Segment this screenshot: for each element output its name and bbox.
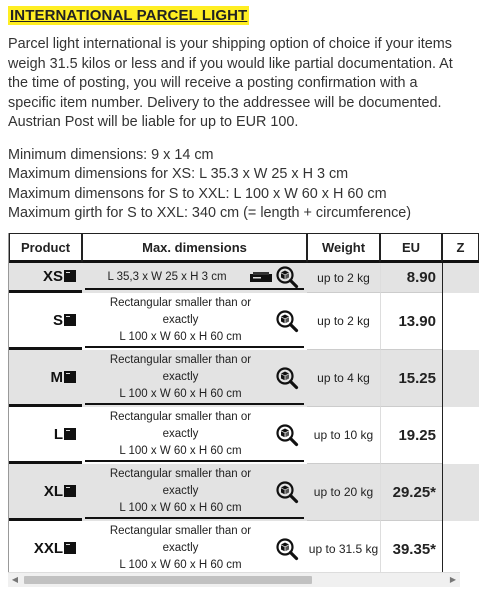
dimensions-text [85,523,276,574]
dimensions-line: exactly [162,314,199,326]
dimensions-text [85,269,249,286]
product-cell [9,263,82,293]
dimensions-line: Rectangular smaller than or [109,411,252,423]
box-icon [64,270,76,282]
magnify-package-icon[interactable] [276,481,298,503]
price-table [9,233,479,578]
dimension-max-s-xxl: Maximum dimensons for S to XXL: L 100 x W 60 x H 60 cm [8,185,387,202]
product-size-label: XS [42,268,63,285]
dimensions-box [85,295,304,348]
box-icon [64,371,76,383]
extra-column-cell [442,293,479,350]
box-icon [64,542,76,554]
table-row [9,407,479,464]
extra-column-cell [442,350,479,407]
dimensions-line: Rectangular smaller than or [109,468,252,480]
dimensions-line: exactly [162,542,199,554]
magnify-package-icon[interactable] [276,266,298,288]
product-size-label: XXL [33,539,63,557]
weight-cell: up to 31.5 kg [307,521,380,578]
header-extra: Z [442,233,479,263]
table-row [9,350,479,407]
magnify-package-icon[interactable] [276,424,298,446]
product-cell [9,407,82,464]
scrollbar-thumb[interactable] [24,576,312,584]
dimension-list [8,146,460,224]
product-cell [9,293,82,350]
magnify-package-icon[interactable] [276,538,298,560]
box-icon [64,428,76,440]
table-header-row [9,233,479,263]
price-table-container [8,233,465,578]
dimensions-line: L 100 x W 60 x H 60 cm [119,331,242,343]
price-cell: 29.25* [380,464,442,521]
dimensions-line: exactly [162,371,199,383]
dimensions-cell [82,263,307,293]
extra-column-cell [442,521,479,578]
dimensions-cell [82,521,307,578]
intro-section [8,35,460,224]
product-cell [9,464,82,521]
product-size-label: S [52,311,63,329]
weight-cell: up to 2 kg [307,263,380,293]
box-icon [64,314,76,326]
header-product: Product [9,233,82,263]
table-row [9,464,479,521]
weight-cell: up to 10 kg [307,407,380,464]
dimensions-box [85,352,304,405]
dimensions-box [85,409,304,462]
dimensions-text [85,466,276,517]
dimensions-cell [82,293,307,350]
dimensions-text [85,409,276,460]
dimensions-text [85,295,276,346]
product-cell [9,521,82,578]
product-cell [9,350,82,407]
dimension-max-xs: Maximum dimensions for XS: L 35.3 x W 25 x H 3 cm [8,166,349,182]
dimensions-box [85,266,304,290]
dimensions-box [85,466,304,519]
product-size-label: L [53,425,63,443]
header-dimensions: Max. dimensions [82,233,307,263]
table-row [9,293,479,350]
table-row [9,521,479,578]
product-size-label: XL [43,482,63,500]
extra-column-cell [442,407,479,464]
dimension-min: Minimum dimensions: 9 x 14 cm [8,146,214,163]
dimensions-line: L 100 x W 60 x H 60 cm [119,502,242,514]
dimensions-line: L 100 x W 60 x H 60 cm [119,388,242,400]
dimensions-cell [82,407,307,464]
header-eu: EU [380,233,442,263]
dimensions-text [85,352,276,403]
weight-cell: up to 2 kg [307,293,380,350]
dimensions-line: L 100 x W 60 x H 60 cm [119,445,242,457]
horizontal-scrollbar[interactable] [8,572,460,587]
table-row [9,263,479,293]
dimensions-line: exactly [162,428,199,440]
price-cell: 19.25 [380,407,442,464]
dimensions-cell [82,350,307,407]
dimensions-box [85,523,304,576]
box-icon [64,485,76,497]
dimensions-cell [82,464,307,521]
dimensions-line: L 100 x W 60 x H 60 cm [119,559,242,571]
extra-column-cell [442,263,479,293]
magnify-package-icon[interactable] [276,367,298,389]
dimensions-line: Rectangular smaller than or [109,297,252,309]
page-title: INTERNATIONAL PARCEL LIGHT [10,7,248,24]
dimensions-line: Rectangular smaller than or [109,354,252,366]
scroll-left-arrow-icon[interactable]: ◀ [11,575,19,584]
dimensions-line: L 35,3 x W 25 x H 3 cm [107,270,227,283]
dimension-girth: Maximum girth for S to XXL: 340 cm (= length + circumference) [8,205,412,221]
weight-cell: up to 20 kg [307,464,380,521]
scroll-right-arrow-icon[interactable]: ▶ [449,575,457,584]
flat-package-icon [249,271,273,283]
price-cell: 15.25 [380,350,442,407]
product-size-label: M [50,368,63,386]
extra-column-cell [442,464,479,521]
price-cell: 39.35* [380,521,442,578]
price-cell: 8.90 [380,263,442,293]
price-cell: 13.90 [380,293,442,350]
intro-paragraph: Parcel light international is your shipping option of choice if your items weigh 31.5 kilos or less and if you would like partial documentation. At the time of posting, you will receive a posting confirmation with a specific item number. Delivery to the addressee will be documented. Austrian Post will be liable for up to EUR 100. [8,36,453,130]
header-weight: Weight [307,233,380,263]
dimensions-line: Rectangular smaller than or [109,525,252,537]
dimensions-line: exactly [162,485,199,497]
magnify-package-icon[interactable] [276,310,298,332]
weight-cell: up to 4 kg [307,350,380,407]
